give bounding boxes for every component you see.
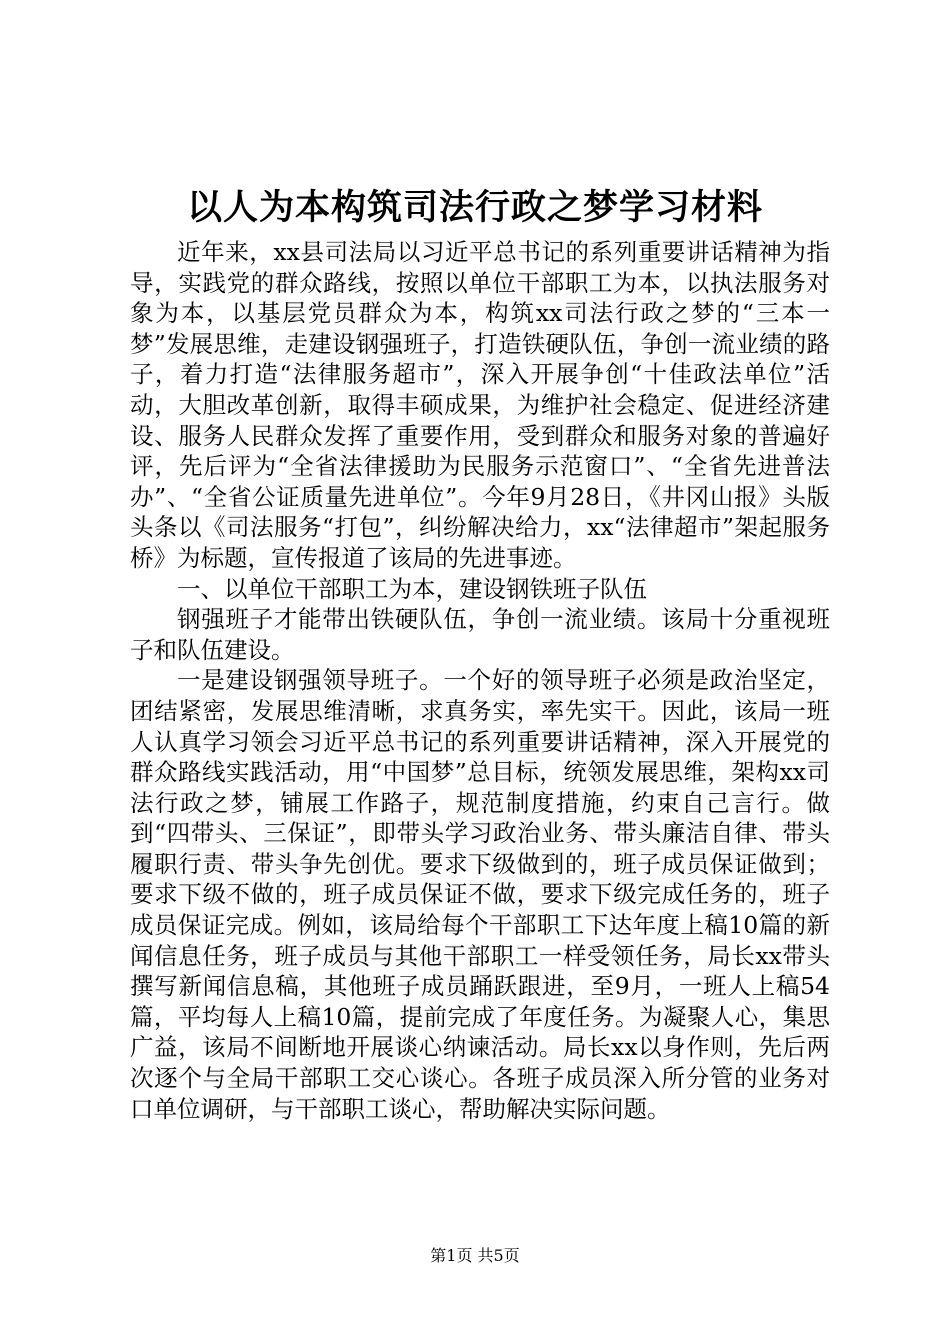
section-heading-1: 一、以单位干部职工为本，建设钢铁班子队伍 [177,574,647,603]
page-footer: 第1页 共5页 [430,1246,520,1265]
paragraph-intro: 近年来，xx县司法局以习近平总书记的系列重要讲话精神为指导，实践党的群众路线，按照以单位干部职工为本，以执法服务对象为本，以基层党员群众为本，构筑xx司法行政之梦的“三本一梦”发展思维，走建设钢强班子，打造铁硬队伍，争创一流业绩的路子，着力打造“法律服务超市”，深入开展争创“十佳政法单位”活动，大胆改革创新，取得丰硕成果，为维护社会稳定、促进经济建设、服务人民群众发挥了重要作用，受到群众和服务对象的普遍好评，先后评为“全省法律援助为民服务示范窗口”、“全省先进普法办”、“全省公证质量先进单位”。今年9月28日，《井冈山报》头版头条以《司法服务“打包”，纠纷解决给力，xx“法律超市”架起服务桥》为标题，宣传报道了该局的先进事迹。 [130,238,830,572]
paragraph-leadership: 一是建设钢强领导班子。一个好的领导班子必须是政治坚定，团结紧密，发展思维清晰，求真务实，率先实干。因此，该局一班人认真学习领会习近平总书记的系列重要讲话精神，深入开展党的群众路线实践活动，用“中国梦”总目标，统领发展思维，架构xx司法行政之梦，铺展工作路子，规范制度措施，约束自己言行。做到“四带头、三保证”，即带头学习政治业务、带头廉洁自律、带头履职行责、带头争先创优。要求下级做到的，班子成员保证做到；要求下级不做的，班子成员保证不做，要求下级完成任务的，班子成员保证完成。例如，该局给每个干部职工下达年度上稿10篇的新闻信息任务，班子成员与其他干部职工一样受领任务，局长xx带头撰写新闻信息稿，其他班子成员踊跃跟进，至9月，一班人上稿54篇，平均每人上稿10篇，提前完成了年度任务。为凝聚人心，集思广益，该局不间断地开展谈心纳谏活动。局长xx以身作则，先后两次逐个与全局干部职工交心谈心。各班子成员深入所分管的业务对口单位调研，与干部职工谈心，帮助解决实际问题。 [130,666,830,1123]
document-title: 以人为本构筑司法行政之梦学习材料 [186,187,763,228]
document-body [130,237,830,1124]
paragraph-section-1-intro: 钢强班子才能带出铁硬队伍，争创一流业绩。该局十分重视班子和队伍建设。 [130,605,830,664]
